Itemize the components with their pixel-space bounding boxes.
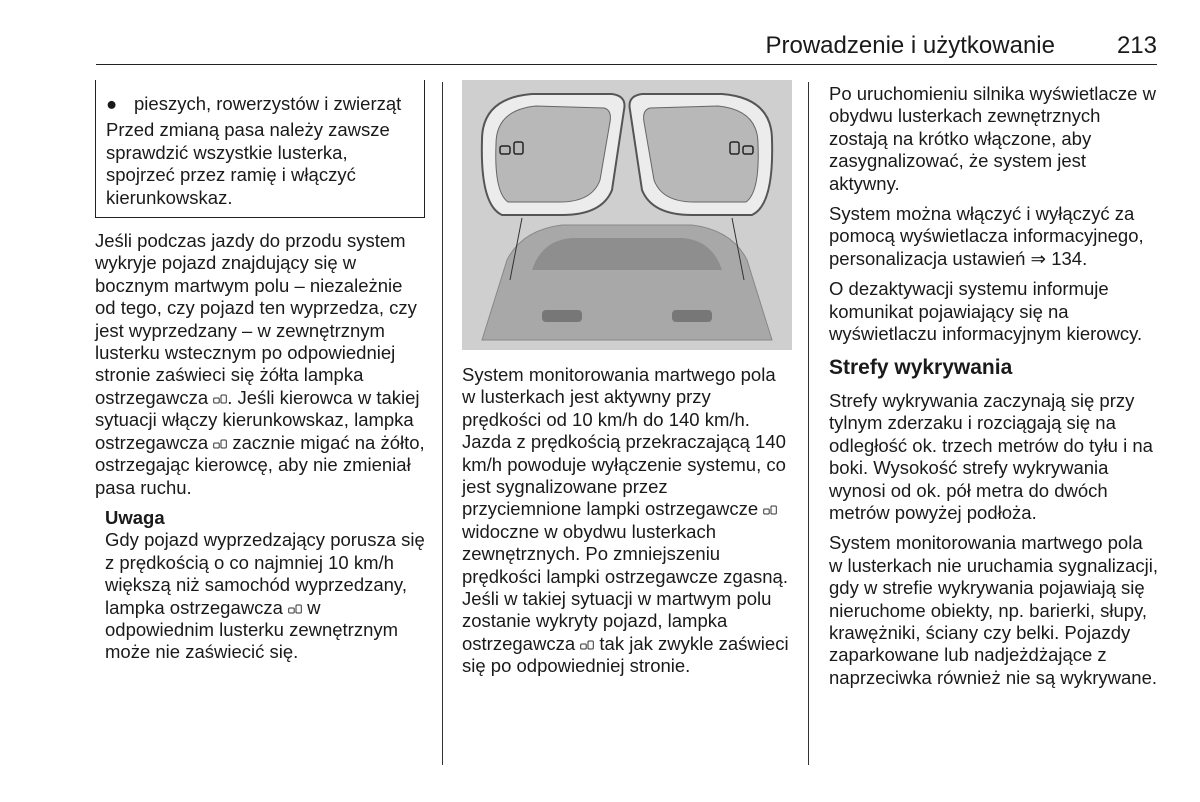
paragraph: Strefy wykrywania zaczynają się przy tylnym zderzaku i rozciągają się na odległość ok. trzech metrów do tyłu i na boki. Wysokość strefy wykrywania wynosi od ok. pół metra do dwóch metrów powyżej podłoża. [829,389,1153,523]
paragraph: System monitorowania martwego pola w lusterkach jest aktywny przy prędkości od 10 km/h do 140 km/h. Jazda z prędkością przekraczającą 140 km/h powoduje wyłączenie systemu, co jest sygnalizowane przez przyciemnione lampki ostrzegawcze widoczne w obydwu lusterkach zewnętrznych. Po zmniejszeniu prędkości lampki ostrzegawcze zgasną. Jeśli w takiej sytuacji w martwym polu zostanie wykryty pojazd, lampka ostrzegawcza tak jak zwykle zaświeci się po odpowiedniej stronie. [462,364,789,677]
column-2 [462,364,792,686]
blind-spot-warning-icon [288,604,302,615]
warning-text: Przed zmianą pasa należy zawsze sprawdzić wszystkie lusterka, spojrzeć przez ramię i włączyć kierunkowskaz. [106,119,390,208]
column-1 [95,80,425,672]
section-heading: Strefy wykrywania [829,356,1013,380]
blind-spot-warning-icon [580,640,594,651]
rear-window [532,238,722,270]
page-number: 213 [1116,32,1157,59]
right-mirror-glass [644,106,759,202]
bullet-dot: ● [106,93,118,114]
column-divider-right [808,82,809,765]
note-title: Uwaga [105,506,165,528]
bullet-text: pieszych, rowerzystów i zwierząt [134,93,402,114]
blind-spot-warning-icon [213,394,227,405]
note [95,507,425,664]
tail-light-right [672,310,712,322]
column-3 [829,83,1159,697]
column-divider-left [442,82,443,765]
paragraph: Jeśli podczas jazdy do przodu system wykryje pojazd znajdujący się w bocznym martwym polu – niezależnie od tego, czy pojazd ten wyprzedza, czy jest wyprzedzany – w zewnętrznym lusterku wstecznym po odpowiedniej stronie zaświeci się żółta lampka ostrzegawcza . Jeśli kierowca w takiej sytuacji włączy kierunkowskaz, lampka ostrzegawcza zacznie migać na żółto, ostrzegając kierowcę, aby nie zmieniał pasa ruchu. [95,230,425,498]
mirror-illustration [462,80,792,350]
left-mirror-glass [496,106,611,202]
note-text: Gdy pojazd wyprzedzający porusza się z prędkością o co najmniej 10 km/h większą niż samochód wyprzedzany, lampka ostrzegawcza w odpowiednim lusterku zewnętrznym może nie zaświecić się. [105,529,425,663]
paragraph: O dezaktywacji systemu informuje komunikat pojawiający się na wyświetlaczu informacyjnym kierowcy. [829,278,1143,345]
warning-box [95,80,425,218]
page-title: Prowadzenie i użytkowanie [765,32,1055,59]
bullet-item [106,93,412,115]
paragraph: System monitorowania martwego pola w lusterkach nie uruchamia sygnalizacji, gdy w strefie wykrywania pojawiają się nieruchome obiekty, np. barierki, słupy, krawężniki, ściany czy belki. Pojazdy zaparkowane lub nadjeżdżające z naprzeciwka również nie są wykrywane. [829,532,1159,688]
tail-light-left [542,310,582,322]
paragraph: Po uruchomieniu silnika wyświetlacze w obydwu lusterkach zewnętrznych zostają na krótko włączone, aby zasygnalizować, że system jest aktywny. [829,83,1156,194]
paragraph-with-link: System można włączyć i wyłączyć za pomocą wyświetlacza informacyjnego, personalizacja ustawień ⇒ 134. [829,203,1144,269]
page-header [96,30,1157,65]
blind-spot-warning-icon [213,439,227,450]
blind-spot-warning-icon [763,505,777,516]
